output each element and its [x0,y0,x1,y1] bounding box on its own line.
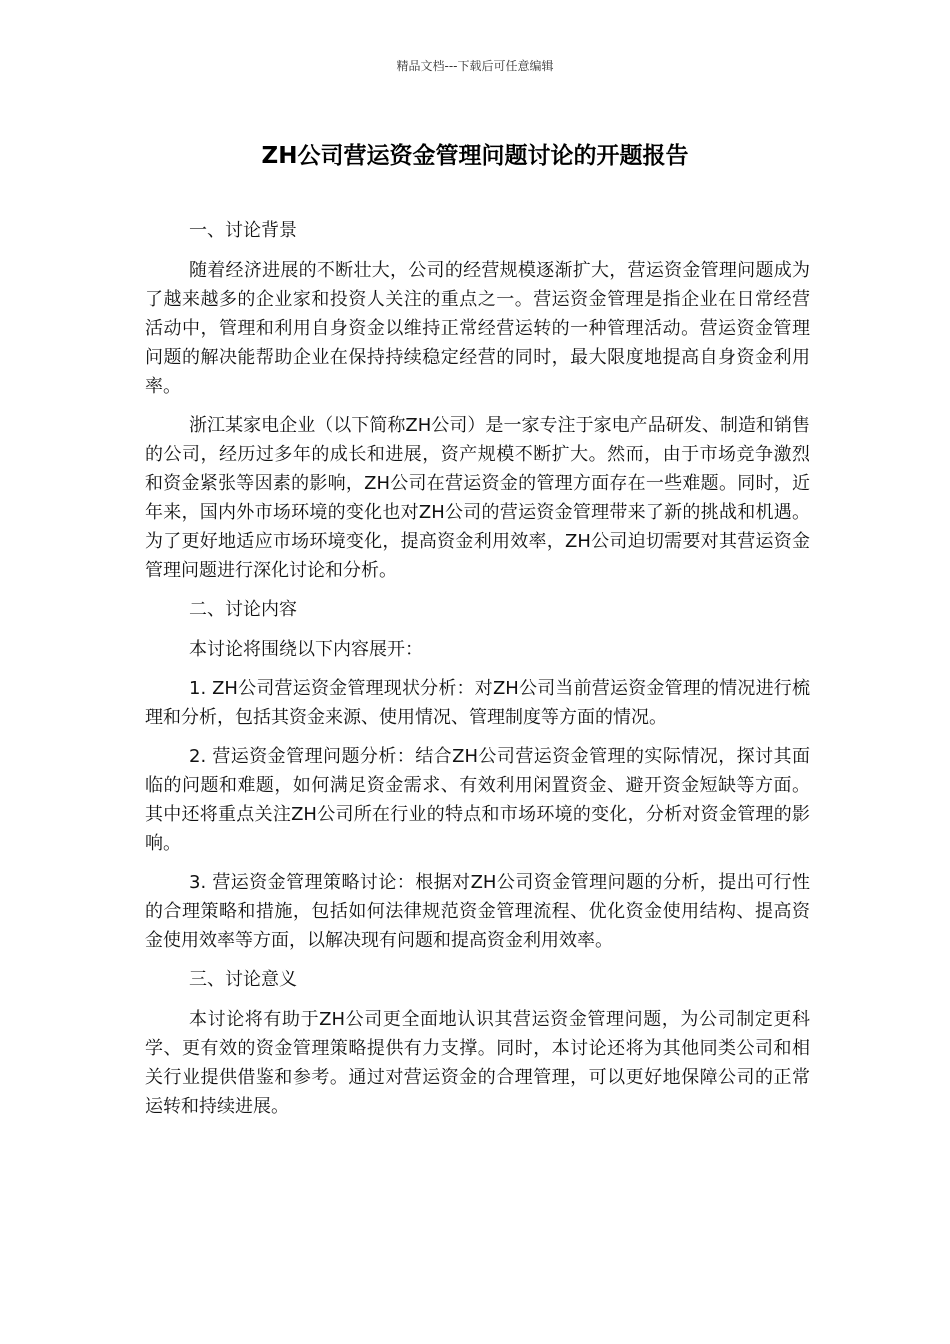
paragraph: 本讨论将围绕以下内容展开： [189,639,423,660]
section-heading-significance: 三、讨论意义 [189,969,297,990]
list-item: 1. ZH公司营运资金管理现状分析：对ZH公司当前营运资金管理的情况进行梳理和分析，包括其资金来源、使用情况、管理制度等方面的情况。 [145,678,810,728]
list-item: 3. 营运资金管理策略讨论：根据对ZH公司资金管理问题的分析，提出可行性的合理策略和措施，包括如何法律规范资金管理流程、优化资金使用结构、提高资金使用效率等方面，以解决现有问题和提高资金利用效率。 [145,872,810,951]
document-body [145,216,810,1131]
section-heading-background: 一、讨论背景 [189,220,297,241]
list-item: 2. 营运资金管理问题分析：结合ZH公司营运资金管理的实际情况，探讨其面临的问题和难题，如何满足资金需求、有效利用闲置资金、避开资金短缺等方面。其中还将重点关注ZH公司所在行业的特点和市场环境的变化，分析对资金管理的影响。 [145,746,810,854]
header-note: 精品文档---下载后可任意编辑 [396,59,554,73]
paragraph: 随着经济进展的不断壮大，公司的经营规模逐渐扩大，营运资金管理问题成为了越来越多的企业家和投资人关注的重点之一。营运资金管理是指企业在日常经营活动中，管理和利用自身资金以维持正常经营运转的一种管理活动。营运资金管理问题的解决能帮助企业在保持持续稳定经营的同时，最大限度地提高自身资金利用率。 [145,260,810,397]
paragraph: 本讨论将有助于ZH公司更全面地认识其营运资金管理问题，为公司制定更科学、更有效的资金管理策略提供有力支撑。同时，本讨论还将为其他同类公司和相关行业提供借鉴和参考。通过对营运资金的合理管理，可以更好地保障公司的正常运转和持续进展。 [145,1009,810,1117]
paragraph: 浙江某家电企业（以下简称ZH公司）是一家专注于家电产品研发、制造和销售的公司，经历过多年的成长和进展，资产规模不断扩大。然而，由于市场竞争激烈和资金紧张等因素的影响，ZH公司在营运资金的管理方面存在一些难题。同时，近年来，国内外市场环境的变化也对ZH公司的营运资金管理带来了新的挑战和机遇。为了更好地适应市场环境变化，提高资金利用效率，ZH公司迫切需要对其营运资金管理问题进行深化讨论和分析。 [145,415,810,581]
section-heading-content: 二、讨论内容 [189,599,297,620]
document-title: ZH公司营运资金管理问题讨论的开题报告 [261,143,689,169]
